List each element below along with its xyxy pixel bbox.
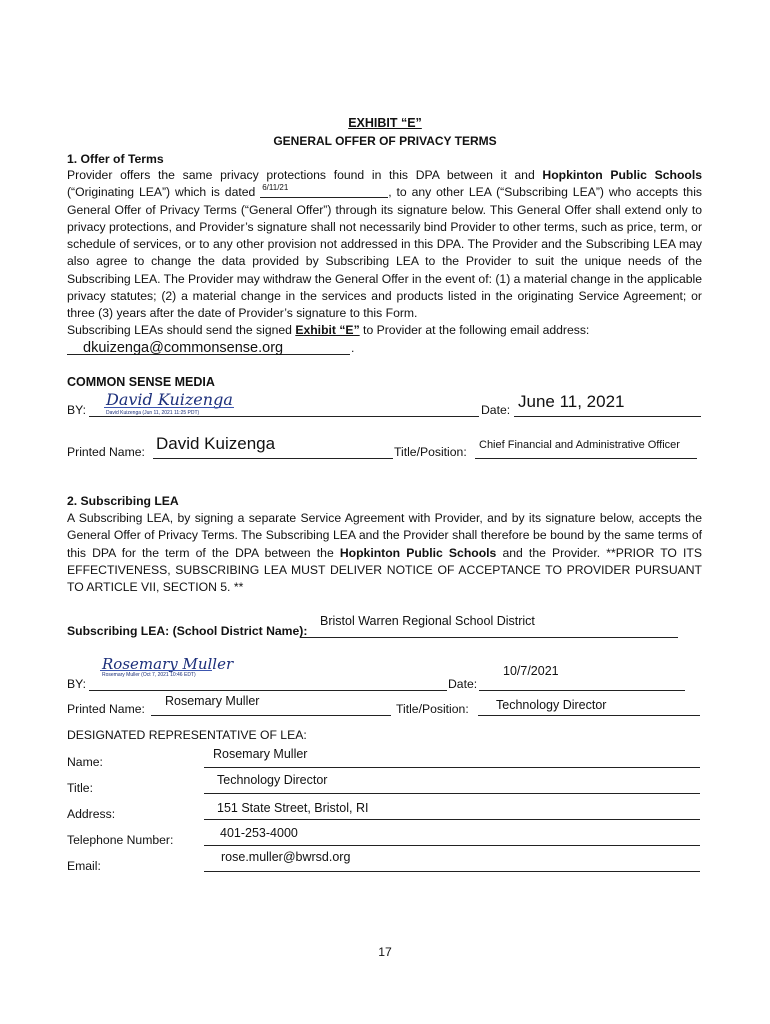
subscriber-date-label: Date: [448,677,478,691]
section-2-number: 2 [67,494,74,508]
originating-date-field [260,185,388,198]
provider-signature-line [89,416,479,417]
provider-title: Chief Financial and Administrative Officer [479,439,680,451]
subscriber-district-line [300,637,678,638]
provider-date: June 11, 2021 [518,392,625,411]
section-2-title: . Subscribing LEA [73,494,179,508]
p2-text-b: to Provider at the following email address: [359,323,590,337]
subscriber-signature-underline [100,670,212,671]
subscriber-date-line [479,690,685,691]
exhibit-title: EXHIBIT “E” [348,116,422,130]
designated-phone: 401-253-4000 [220,826,298,840]
designated-title: Technology Director [217,773,328,787]
subscriber-printed-name: Rosemary Muller [165,694,260,708]
provider-title-label: Title/Position: [394,445,467,459]
provider-signature-underline [104,407,234,408]
originating-date: 6/11/21 [262,183,289,193]
p1-text-c: , to any other LEA (“Subscribing LEA”) who accepts this General Offer of Privacy Terms (“General Offer”) through its signature below. This General Offer shall extend only to privacy protections, and Provider’s signature shall not necessarily bind Provider to other terms, such as price, term, or schedule of services, or to any other provision not addressed in this DPA. The Provider and the Subscribing LEA may also agree to change the data provided by Subscribing LEA to the Provider to suit the unique needs of the Subscribing LEA. The Provider may withdraw the General Offer in the event of: (1) a material change in the applicable privacy statutes; (2) a material change in the services and products listed in the originating Service Agreement; or three (3) years after the date of Provider’s signature to this Form. [67,185,703,321]
section-2-heading [67,494,179,508]
page-number: 17 [378,945,392,959]
subscriber-printed-name-line [151,715,391,716]
section-1-title: . Offer of Terms [73,152,164,166]
subscriber-title-label: Title/Position: [396,702,469,716]
section-1-paragraph [67,167,702,323]
provider-email: dkuizenga@commonsense.org [83,340,284,356]
designated-name: Rosemary Muller [213,747,308,761]
subscriber-title: Technology Director [496,698,607,712]
subscriber-title-line [478,715,700,716]
section-1-heading [67,152,164,166]
provider-date-label: Date: [481,403,511,417]
section-1-number: 1 [67,152,74,166]
p1-text-b: (“Originating LEA”) which is dated [67,185,261,200]
s2-text-a: A Subscribing LEA, by signing a separate Service Agreement with Provider, and by its signature below, accepts the General Offer of Privacy Terms. The Subscribing LEA and the Provider shall therefore be bound by the same terms of this DPA for the term of the DPA between the [67,511,702,560]
provider-signature-stamp: David Kuizenga (Jun 11, 2021 11:25 PDT) [106,410,200,416]
subscriber-district-name: Bristol Warren Regional School District [320,614,535,628]
designated-name-line [204,767,700,768]
designated-email: rose.muller@bwrsd.org [221,850,351,864]
subscriber-signature-stamp: Rosemary Muller (Oct 7, 2021 10:46 EDT) [102,672,196,678]
designated-phone-line [204,845,700,846]
p2-text-a: Subscribing LEAs should send the signed [67,323,296,337]
designated-title-line [204,793,700,794]
designated-phone-label: Telephone Number: [67,833,174,847]
subscriber-date: 10/7/2021 [503,664,559,678]
provider-email-period: . [351,341,355,355]
designated-name-label: Name: [67,755,103,769]
subscriber-signature: Rosemary Muller [102,655,234,673]
s2-originating-lea-name: Hopkinton Public Schools [339,545,497,560]
subscriber-signature-line [89,690,447,691]
designated-rep-heading: DESIGNATED REPRESENTATIVE OF LEA: [67,728,307,742]
designated-address-label: Address: [67,807,116,821]
provider-signature: David Kuizenga [106,390,233,409]
provider-date-line [514,416,701,417]
provider-printed-name: David Kuizenga [156,434,276,453]
subscriber-by-label: BY: [67,677,86,691]
provider-by-label: BY: [67,403,86,417]
section-1-email-instruction [67,323,707,337]
s2-text-b: and the Provider. **PRIOR TO ITS EFFECTIVENESS, SUBSCRIBING LEA MUST DELIVER NOTICE OF ACCEPTANCE TO PROVIDER PURSUANT TO ARTICLE VII, SECTION 5. ** [67,545,702,595]
section-2-paragraph [67,510,702,596]
provider-name: COMMON SENSE MEDIA [67,375,215,389]
exhibit-e-reference: Exhibit “E” [295,323,360,337]
provider-printed-name-line [153,458,393,459]
designated-email-label: Email: [67,859,101,873]
originating-lea-name: Hopkinton Public Schools [542,168,703,182]
designated-email-line [204,871,700,872]
subscriber-district-label: Subscribing LEA: (School District Name): [67,624,308,638]
designated-address: 151 State Street, Bristol, RI [217,801,369,815]
provider-title-line [475,458,697,459]
designated-title-label: Title: [67,781,93,795]
provider-printed-name-label: Printed Name: [67,445,145,459]
subscriber-printed-name-label: Printed Name: [67,702,145,716]
p1-text-a: Provider offers the same privacy protections found in this DPA between it and [67,168,543,182]
designated-address-line [204,819,700,820]
document-subtitle: GENERAL OFFER OF PRIVACY TERMS [273,134,497,148]
